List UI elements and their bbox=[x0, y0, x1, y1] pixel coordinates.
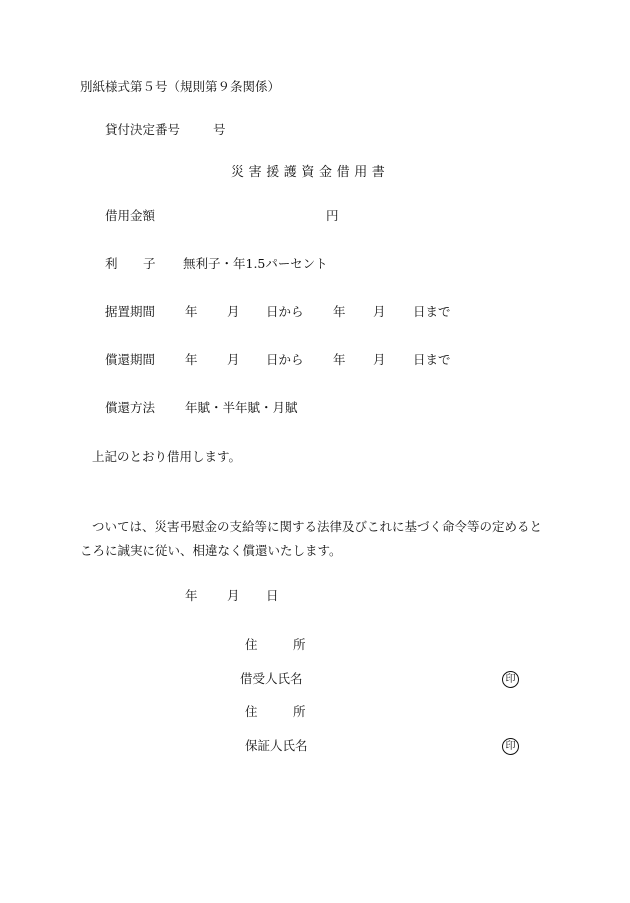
deferment-from: 日から bbox=[266, 304, 304, 319]
guarantor-name-label: 保証人氏名 bbox=[245, 738, 308, 753]
deferment-to: 日まで bbox=[413, 304, 451, 319]
borrower-address-label-a: 住 bbox=[245, 637, 258, 652]
borrower-address-label-b: 所 bbox=[293, 637, 306, 652]
amount-label: 借用金額 bbox=[105, 208, 156, 223]
guarantor-address-label-b: 所 bbox=[293, 704, 306, 719]
repayment-month-2: 月 bbox=[373, 352, 386, 367]
guarantor-seal-mark: 印 bbox=[502, 738, 519, 755]
borrower-seal-mark: 印 bbox=[502, 671, 519, 688]
document-title: 災害援護資金借用書 bbox=[231, 165, 390, 180]
guarantor-address-label-a: 住 bbox=[245, 704, 258, 719]
repayment-to: 日まで bbox=[413, 352, 451, 367]
form-reference: 別紙様式第５号（規則第９条関係） bbox=[80, 79, 281, 94]
deferment-month-2: 月 bbox=[373, 304, 386, 319]
method-label: 償還方法 bbox=[105, 400, 156, 415]
deferment-year-2: 年 bbox=[333, 304, 346, 319]
deferment-year-1: 年 bbox=[185, 304, 198, 319]
interest-value: 無利子・年1.5パーセント bbox=[183, 256, 328, 271]
decision-number-suffix: 号 bbox=[213, 122, 226, 137]
amount-unit: 円 bbox=[326, 208, 339, 223]
deferment-label: 据置期間 bbox=[105, 304, 156, 319]
repayment-year-1: 年 bbox=[185, 352, 198, 367]
borrower-name-label: 借受人氏名 bbox=[240, 671, 303, 686]
repayment-month-1: 月 bbox=[227, 352, 240, 367]
borrowing-statement: 上記のとおり借用します。 bbox=[92, 449, 242, 464]
interest-label-a: 利 bbox=[105, 256, 118, 271]
repayment-year-2: 年 bbox=[333, 352, 346, 367]
date-month: 月 bbox=[227, 588, 240, 603]
decision-number-label: 貸付決定番号 bbox=[105, 122, 181, 137]
repayment-period-label: 償還期間 bbox=[105, 352, 156, 367]
date-day: 日 bbox=[266, 588, 279, 603]
interest-label-b: 子 bbox=[143, 256, 156, 271]
method-value: 年賦・半年賦・月賦 bbox=[185, 400, 298, 415]
repayment-pledge-paragraph: ついては、災害弔慰金の支給等に関する法律及びこれに基づく命令等の定めるところに誠実に従い、相違なく償還いたします。 bbox=[80, 519, 543, 558]
date-year: 年 bbox=[185, 588, 198, 603]
deferment-month-1: 月 bbox=[227, 304, 240, 319]
repayment-from: 日から bbox=[266, 352, 304, 367]
